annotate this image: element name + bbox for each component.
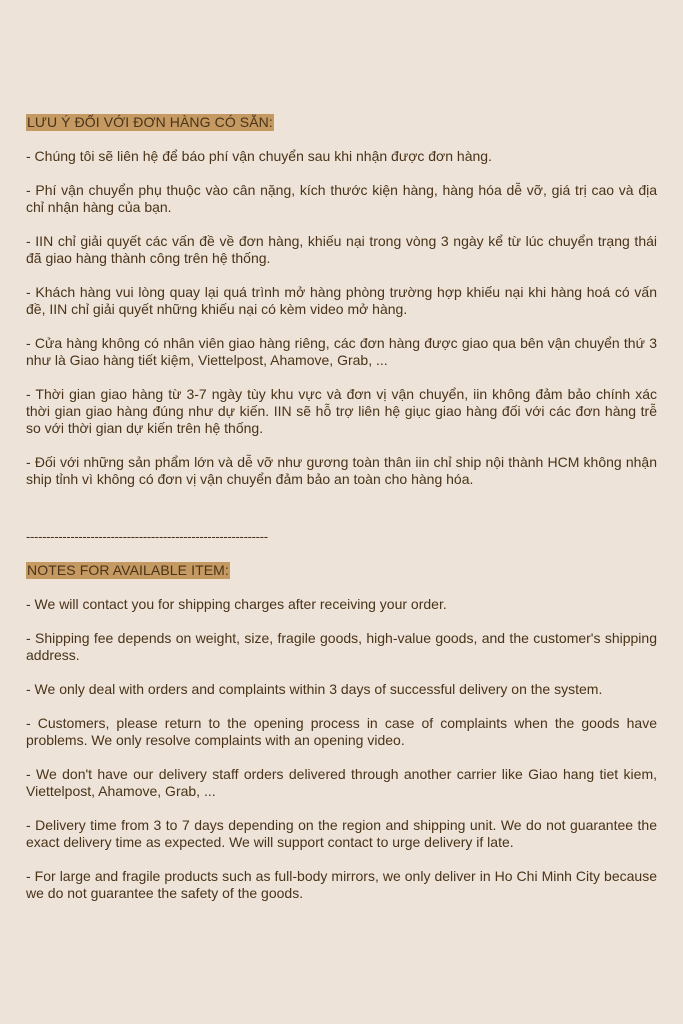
english-note-2: - Shipping fee depends on weight, size, fragile goods, high-value goods, and the customer's shipping address.	[26, 630, 657, 663]
vietnamese-note-4: - Khách hàng vui lòng quay lại quá trình mở hàng phòng trường hợp khiếu nại khi hàng hoá có vấn đề, IIN chỉ giải quyết những khiếu nại có kèm video mở hàng.	[26, 284, 657, 317]
english-note-7: - For large and fragile products such as full-body mirrors, we only deliver in Ho Chi Minh City because we do not guarantee the safety of the goods.	[26, 868, 657, 901]
vietnamese-note-1: - Chúng tôi sẽ liên hệ để báo phí vận chuyển sau khi nhận được đơn hàng.	[26, 148, 492, 164]
english-notes-section	[26, 562, 657, 902]
vietnamese-note-2: - Phí vận chuyển phụ thuộc vào cân nặng, kích thước kiện hàng, hàng hóa dễ vỡ, giá trị cao và địa chỉ nhận hàng của bạn.	[26, 182, 657, 215]
english-note-5: - We don't have our delivery staff orders delivered through another carrier like Giao hang tiet kiem, Viettelpost, Ahamove, Grab, ...	[26, 766, 657, 799]
vietnamese-note-6: - Thời gian giao hàng từ 3-7 ngày tùy khu vực và đơn vị vận chuyển, iin không đảm bảo chính xác thời gian giao hàng đúng như dự kiến. IIN sẽ hỗ trợ liên hệ giục giao hàng đối với các đơn hàng trễ so với thời gian dự kiến trên hệ thống.	[26, 386, 657, 436]
notes-document	[26, 114, 657, 919]
vietnamese-notes-section	[26, 114, 657, 488]
english-note-4: - Customers, please return to the opening process in case of complaints when the goods have problems. We only resolve complaints with an opening video.	[26, 715, 657, 748]
vietnamese-note-3: - IIN chỉ giải quyết các vấn đề về đơn hàng, khiếu nại trong vòng 3 ngày kể từ lúc chuyển trạng thái đã giao hàng thành công trên hệ thống.	[26, 233, 657, 266]
english-note-6: - Delivery time from 3 to 7 days depending on the region and shipping unit. We do not guarantee the exact delivery time as expected. We will support contact to urge delivery if late.	[26, 817, 657, 850]
english-heading: NOTES FOR AVAILABLE ITEM:	[27, 562, 229, 578]
section-divider: ------------------------------------------------------------	[26, 529, 268, 544]
english-note-3: - We only deal with orders and complaints within 3 days of successful delivery on the system.	[26, 681, 603, 697]
vietnamese-note-5: - Cửa hàng không có nhân viên giao hàng riêng, các đơn hàng được giao qua bên vận chuyển thứ 3 như là Giao hàng tiết kiệm, Viettelpost, Ahamove, Grab, ...	[26, 335, 657, 368]
vietnamese-heading: LƯU Ý ĐỐI VỚI ĐƠN HÀNG CÓ SẴN:	[27, 114, 273, 130]
english-note-1: - We will contact you for shipping charges after receiving your order.	[26, 596, 447, 612]
vietnamese-note-7: - Đối với những sản phẩm lớn và dễ vỡ như gương toàn thân iin chỉ ship nội thành HCM không nhận ship tỉnh vì không có đơn vị vận chuyển đảm bảo an toàn cho hàng hóa.	[26, 454, 657, 487]
